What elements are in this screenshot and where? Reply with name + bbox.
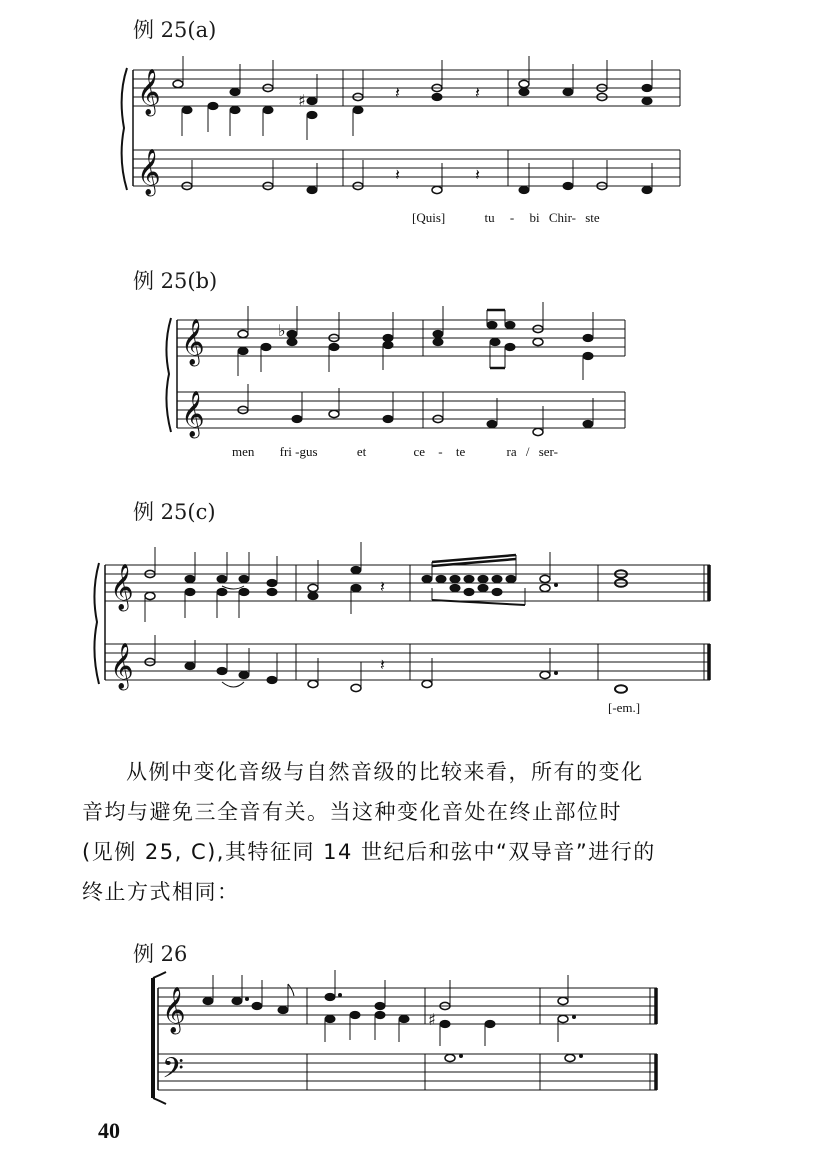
svg-text:♭: ♭ xyxy=(278,321,286,340)
treble-clef-icon: 𝄞 xyxy=(162,987,186,1033)
example-25c-label: 例 25(c) xyxy=(133,500,216,524)
treble-staff xyxy=(133,70,680,106)
paragraph-line: 音均与避免三全音有关。当这种变化音处在终止部位时 xyxy=(82,800,622,824)
svg-text:𝄽: 𝄽 xyxy=(475,165,480,184)
treble-clef-icon: 𝄞 xyxy=(181,319,205,365)
lyric-syllable: Chir- xyxy=(548,210,576,225)
body-paragraph xyxy=(82,752,742,912)
treble-clef-icon: 𝄞 xyxy=(137,149,161,195)
lyrics-25c xyxy=(608,700,640,716)
paragraph-line: 从例中变化音级与自然音级的比较来看，所有的变化 xyxy=(126,760,644,784)
treble-clef-icon: 𝄞 xyxy=(137,69,161,115)
lyrics-25b xyxy=(232,444,558,460)
bass-clef-icon: 𝄢 xyxy=(162,1052,184,1092)
lyric-syllable: ce xyxy=(413,444,425,459)
svg-text:♯: ♯ xyxy=(298,91,306,110)
lyric-syllable: men xyxy=(232,444,255,459)
score-example-25a xyxy=(122,56,680,197)
lyric-syllable: - xyxy=(509,210,515,225)
lyric-syllable: / xyxy=(525,444,530,459)
svg-text:𝄽: 𝄽 xyxy=(380,577,385,596)
score-example-26 xyxy=(153,970,657,1104)
lyrics-25a xyxy=(412,210,600,226)
example-26-label: 例 26 xyxy=(133,942,188,966)
lyric-syllable: ser- xyxy=(538,444,558,459)
paragraph-line: 终止方式相同： xyxy=(82,880,240,904)
lyric-syllable: te xyxy=(455,444,466,459)
page-number: 40 xyxy=(98,1118,120,1143)
svg-text:𝄽: 𝄽 xyxy=(475,83,480,102)
example-25b-label: 例 25(b) xyxy=(133,269,218,293)
svg-text:𝄽: 𝄽 xyxy=(395,165,400,184)
treble-clef-icon: 𝄞 xyxy=(110,643,134,689)
score-example-25b xyxy=(166,302,625,439)
treble-clef-icon: 𝄞 xyxy=(181,391,205,437)
lyric-syllable: - xyxy=(438,444,443,459)
lyric-syllable: ra xyxy=(506,444,517,459)
lyric-syllable: [Quis] xyxy=(412,210,446,225)
treble-clef-icon: 𝄞 xyxy=(110,564,134,610)
lyric-syllable: et xyxy=(356,444,367,459)
lyric-syllable: bi xyxy=(529,210,540,225)
lyric-syllable: [-em.] xyxy=(608,700,641,715)
score-example-25c xyxy=(94,542,710,693)
treble-notes xyxy=(173,56,652,140)
example-25a-label: 例 25(a) xyxy=(133,18,217,42)
bass-staff xyxy=(133,150,680,186)
svg-text:𝄽: 𝄽 xyxy=(380,655,385,674)
svg-text:♯: ♯ xyxy=(428,1010,436,1029)
lyric-syllable: -gus xyxy=(295,444,318,459)
svg-text:𝄽: 𝄽 xyxy=(395,83,400,102)
paragraph-line: (见例 25, C),其特征同 14 世纪后和弦中“双导音”进行的 xyxy=(82,840,656,864)
lyric-syllable: fri xyxy=(279,444,292,459)
lyric-syllable: ste xyxy=(585,210,600,225)
lyric-syllable: tu xyxy=(484,210,495,225)
